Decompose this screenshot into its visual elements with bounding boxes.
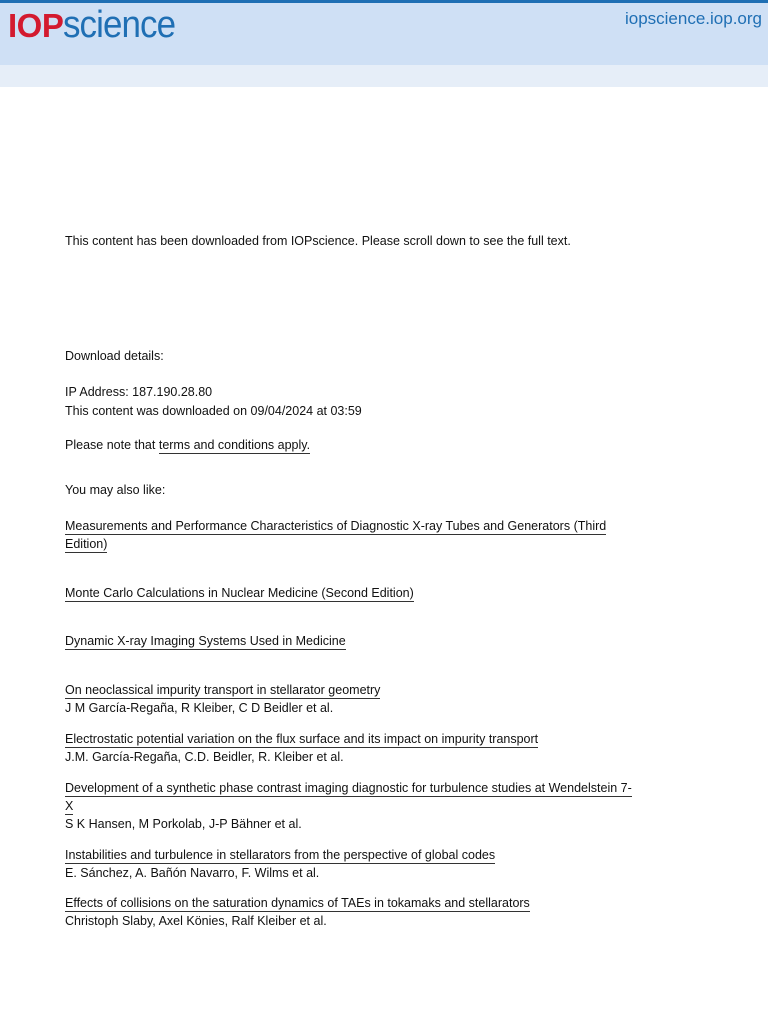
- terms-prefix: Please note that: [65, 438, 156, 452]
- related-item: [65, 584, 640, 602]
- terms-link[interactable]: terms and conditions apply.: [158, 438, 311, 452]
- related-item: [65, 730, 640, 766]
- logo-science-text: science: [63, 4, 176, 46]
- related-item: [65, 779, 640, 833]
- related-item-title[interactable]: Instabilities and turbulence in stellarators from the perspective of global codes: [65, 848, 496, 862]
- terms-line: [65, 436, 310, 454]
- related-item: [65, 681, 640, 717]
- download-date: This content was downloaded on 09/04/2024 at 03:59: [65, 404, 362, 418]
- site-url-link[interactable]: iopscience.iop.org: [624, 9, 762, 28]
- header-strip: [0, 65, 768, 87]
- related-item-authors: J.M. García-Regaña, C.D. Beidler, R. Kleiber et al.: [65, 750, 344, 764]
- related-item: [65, 517, 640, 553]
- related-item-title[interactable]: Development of a synthetic phase contrast imaging diagnostic for turbulence studies at Wendelstein 7-X: [65, 781, 632, 813]
- iopscience-logo[interactable]: [8, 5, 185, 45]
- download-details-heading: Download details:: [65, 349, 164, 363]
- related-item: [65, 846, 640, 882]
- related-item-title[interactable]: Measurements and Performance Characteristics of Diagnostic X-ray Tubes and Generators (Third Edition): [65, 519, 607, 551]
- related-item: [65, 632, 640, 650]
- related-item-title[interactable]: Electrostatic potential variation on the flux surface and its impact on impurity transport: [65, 732, 539, 746]
- related-item: [65, 894, 640, 930]
- logo-iop-text: IOP: [8, 7, 64, 44]
- related-item-authors: S K Hansen, M Porkolab, J-P Bähner et al.: [65, 817, 302, 831]
- also-like-heading: You may also like:: [65, 483, 166, 497]
- related-item-title[interactable]: Effects of collisions on the saturation dynamics of TAEs in tokamaks and stellarators: [65, 896, 530, 910]
- download-notice: This content has been downloaded from IOPscience. Please scroll down to see the full text.: [65, 234, 571, 248]
- related-item-authors: Christoph Slaby, Axel Könies, Ralf Kleiber et al.: [65, 914, 327, 928]
- related-item-authors: J M García-Regaña, R Kleiber, C D Beidler et al.: [65, 701, 334, 715]
- related-item-title[interactable]: Monte Carlo Calculations in Nuclear Medicine (Second Edition): [65, 586, 414, 600]
- ip-address: IP Address: 187.190.28.80: [65, 385, 213, 399]
- related-item-title[interactable]: On neoclassical impurity transport in stellarator geometry: [65, 683, 381, 697]
- related-item-authors: E. Sánchez, A. Bañón Navarro, F. Wilms et al.: [65, 866, 320, 880]
- site-header: [0, 0, 768, 65]
- related-item-title[interactable]: Dynamic X-ray Imaging Systems Used in Medicine: [65, 634, 346, 648]
